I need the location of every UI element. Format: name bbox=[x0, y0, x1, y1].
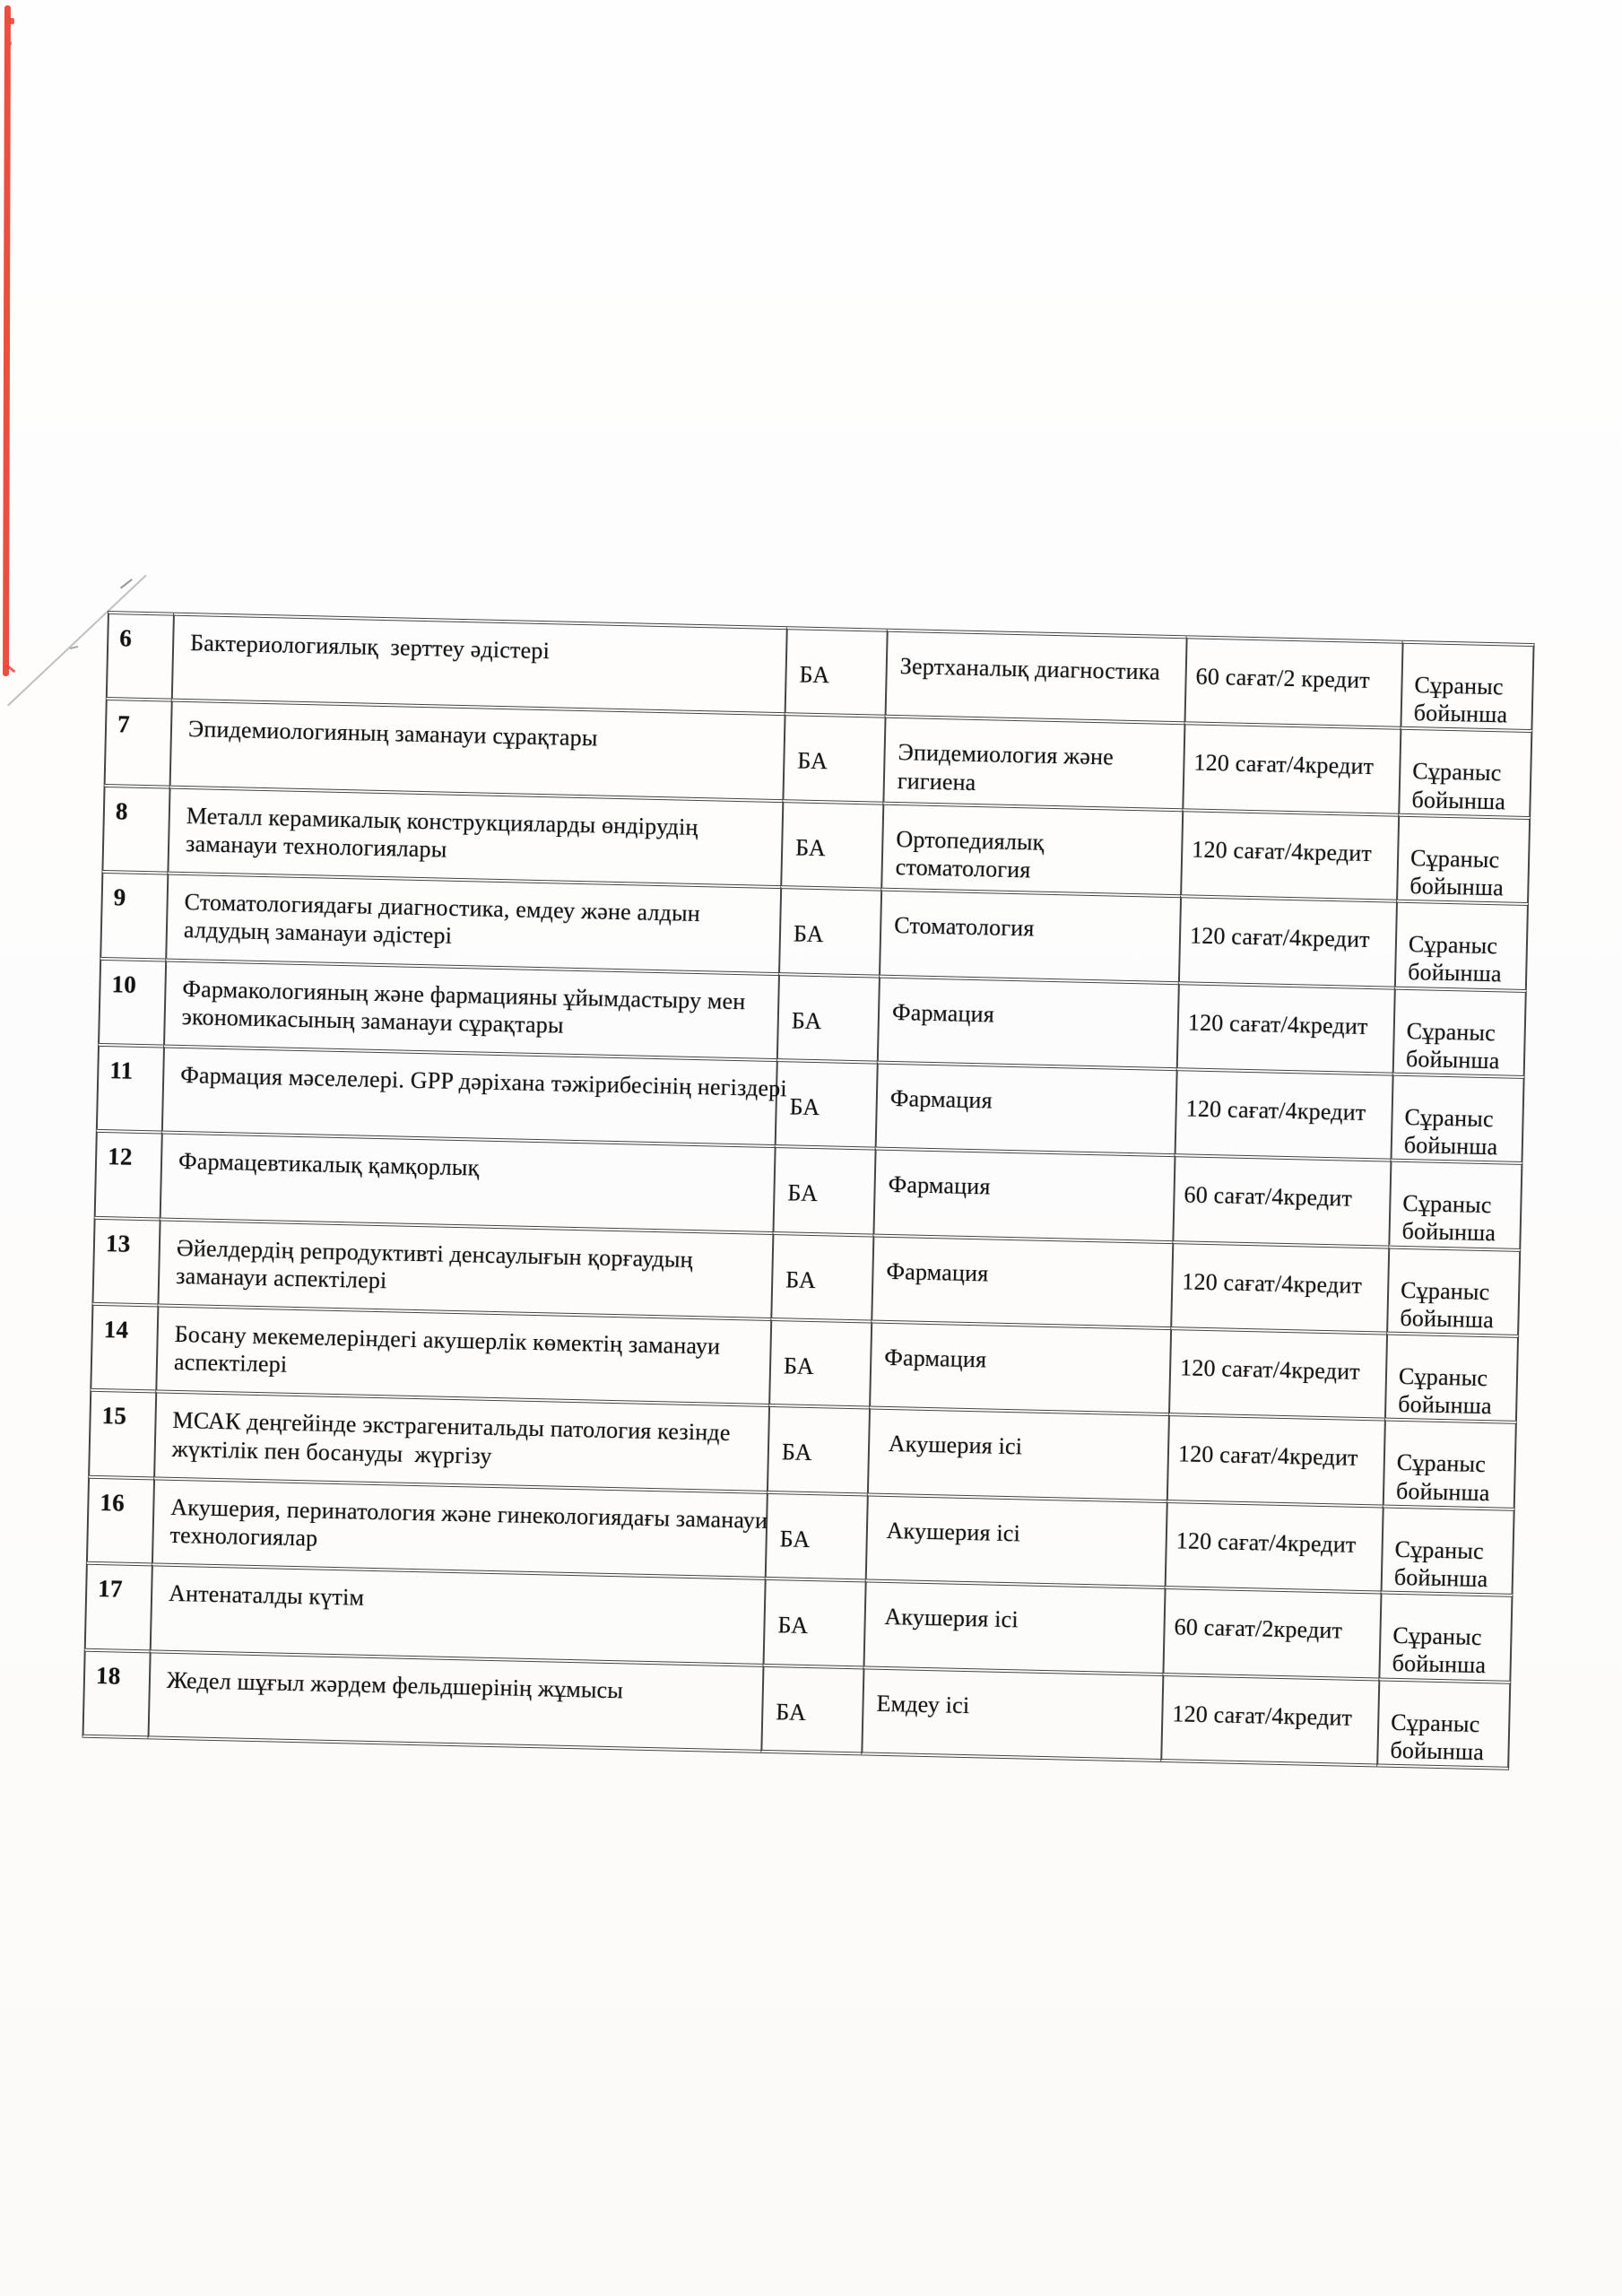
cell-course: Антенаталды күтім bbox=[150, 1563, 765, 1664]
red-speck bbox=[8, 41, 12, 46]
cell-specialty: Фармация bbox=[871, 1233, 1172, 1326]
cell-num: 18 bbox=[82, 1648, 149, 1739]
cell-demand: Сұраныс бойынша bbox=[1394, 900, 1529, 989]
cell-hours: 120 сағат/4кредит bbox=[1160, 1672, 1378, 1767]
red-scan-edge-mark bbox=[3, 5, 11, 676]
cell-course: Фармакологияның және фармацияны ұйымдастыру мен экономикасының заманауи сұрақтары bbox=[163, 958, 778, 1058]
cell-specialty: Акушерия ісі bbox=[865, 1492, 1167, 1586]
cell-course: Акушерия, перинатология және гинекологиядағы заманауи технологиялар bbox=[152, 1476, 767, 1577]
cell-hours: 120 сағат/4кредит bbox=[1176, 981, 1394, 1073]
courses-table-grid bbox=[82, 611, 1534, 1770]
cell-demand: Сұраныс бойынша bbox=[1388, 1159, 1522, 1248]
cell-type: БА bbox=[765, 1491, 867, 1579]
cell-demand: Сұраныс бойынша bbox=[1383, 1418, 1517, 1508]
cell-demand: Сұраныс бойынша bbox=[1384, 1332, 1519, 1422]
cell-num: 8 bbox=[101, 784, 169, 872]
cell-specialty: Фармация bbox=[877, 974, 1178, 1067]
cell-demand: Сұраныс бойынша bbox=[1398, 726, 1532, 816]
cell-course: Босану мекемелеріндегі акушерлік көмектің заманауи аспектілері bbox=[155, 1303, 770, 1404]
cell-demand: Сұраныс бойынша bbox=[1392, 986, 1527, 1075]
cell-specialty: Фармация bbox=[869, 1320, 1170, 1413]
courses-table bbox=[82, 611, 1534, 1770]
cell-course: МСАК деңгейінде экстрагенитальды патология кезінде жүктілік пен босануды жүргізу bbox=[153, 1390, 768, 1491]
cell-type: БА bbox=[763, 1577, 865, 1665]
cell-num: 16 bbox=[86, 1475, 153, 1563]
cell-type: БА bbox=[770, 1231, 872, 1320]
cell-specialty: Эпидемиология және гигиена bbox=[882, 715, 1184, 808]
cell-type: БА bbox=[778, 885, 880, 974]
cell-num: 10 bbox=[98, 956, 165, 1044]
cell-hours: 120 сағат/4кредит bbox=[1165, 1500, 1383, 1591]
cell-num: 9 bbox=[100, 870, 167, 958]
cell-specialty: Ортопедиялық стоматология bbox=[880, 801, 1182, 894]
cell-demand: Сұраныс бойынша bbox=[1386, 1245, 1521, 1335]
cell-specialty: Акушерия ісі bbox=[863, 1579, 1165, 1673]
cell-num: 13 bbox=[92, 1215, 160, 1303]
cell-hours: 120 сағат/4кредит bbox=[1180, 808, 1398, 900]
cell-demand: Сұраныс бойынша bbox=[1400, 640, 1534, 730]
cell-hours: 120 сағат/4кредит bbox=[1178, 894, 1396, 986]
cell-course: Металл керамикалық конструкцияларды өндірудің заманауи технологиялары bbox=[167, 785, 782, 885]
cell-demand: Сұраныс бойынша bbox=[1396, 813, 1531, 902]
cell-num: 15 bbox=[88, 1388, 155, 1476]
cell-course: Фармация мәселелері. GPP дәріхана тәжірибесінің негіздері bbox=[161, 1044, 776, 1144]
cell-demand: Сұраныс бойынша bbox=[1376, 1677, 1511, 1770]
cell-type: БА bbox=[776, 972, 879, 1061]
cell-specialty: Стоматология bbox=[879, 888, 1180, 981]
cell-hours: 60 сағат/2 кредит bbox=[1184, 635, 1402, 726]
cell-type: БА bbox=[775, 1058, 877, 1147]
red-speck bbox=[10, 18, 14, 24]
cell-hours: 120 сағат/4кредит bbox=[1182, 722, 1400, 813]
cell-num: 7 bbox=[104, 697, 171, 785]
cell-num: 14 bbox=[90, 1302, 157, 1390]
cell-demand: Сұраныс бойынша bbox=[1381, 1504, 1515, 1594]
cell-specialty: Акушерия ісі bbox=[867, 1406, 1168, 1500]
cell-type: БА bbox=[767, 1404, 869, 1492]
cell-specialty: Емдеу ісі bbox=[861, 1665, 1162, 1762]
cell-num: 17 bbox=[84, 1561, 152, 1649]
cell-course: Әйелдердің репродуктивті денсаулығын қорғаудың заманауи аспектілері bbox=[157, 1217, 772, 1318]
cell-type: БА bbox=[782, 713, 884, 802]
cell-specialty: Зертханалық диагностика bbox=[885, 629, 1186, 722]
cell-type: БА bbox=[785, 626, 887, 715]
cell-num: 6 bbox=[106, 611, 173, 699]
cell-type: БА bbox=[772, 1144, 874, 1233]
courses-table-body bbox=[82, 611, 1534, 1770]
cell-hours: 120 сағат/4кредит bbox=[1168, 1326, 1386, 1418]
cell-hours: 120 сағат/4кредит bbox=[1167, 1413, 1384, 1504]
cell-hours: 60 сағат/4кредит bbox=[1172, 1153, 1390, 1245]
cell-num: 12 bbox=[94, 1129, 161, 1217]
cell-course: Жедел шұғыл жәрдем фельдшерінің жұмысы bbox=[147, 1649, 762, 1753]
cell-hours: 120 сағат/4кредит bbox=[1175, 1067, 1392, 1159]
pen-dash-artifact bbox=[70, 646, 78, 649]
cell-course: Фармацевтикалық қамқорлық bbox=[160, 1131, 775, 1231]
cell-hours: 120 сағат/4кредит bbox=[1170, 1240, 1388, 1332]
cell-specialty: Фармация bbox=[872, 1147, 1174, 1240]
cell-course: Бактериологиялық зерттеу әдістері bbox=[171, 613, 786, 713]
cell-num: 11 bbox=[96, 1043, 163, 1131]
cell-demand: Сұраныс бойынша bbox=[1391, 1073, 1525, 1162]
cell-demand: Сұраныс бойынша bbox=[1378, 1591, 1513, 1681]
cell-type: БА bbox=[768, 1318, 871, 1406]
cell-type: БА bbox=[760, 1663, 863, 1755]
cell-hours: 60 сағат/2кредит bbox=[1162, 1586, 1380, 1677]
cell-course: Эпидемиологияның заманауи сұрақтары bbox=[169, 699, 785, 799]
cell-specialty: Фармация bbox=[875, 1060, 1176, 1153]
cell-type: БА bbox=[780, 799, 882, 888]
cell-course: Стоматологиядағы диагностика, емдеу және алдын алдудың заманауи әдістері bbox=[165, 872, 780, 972]
